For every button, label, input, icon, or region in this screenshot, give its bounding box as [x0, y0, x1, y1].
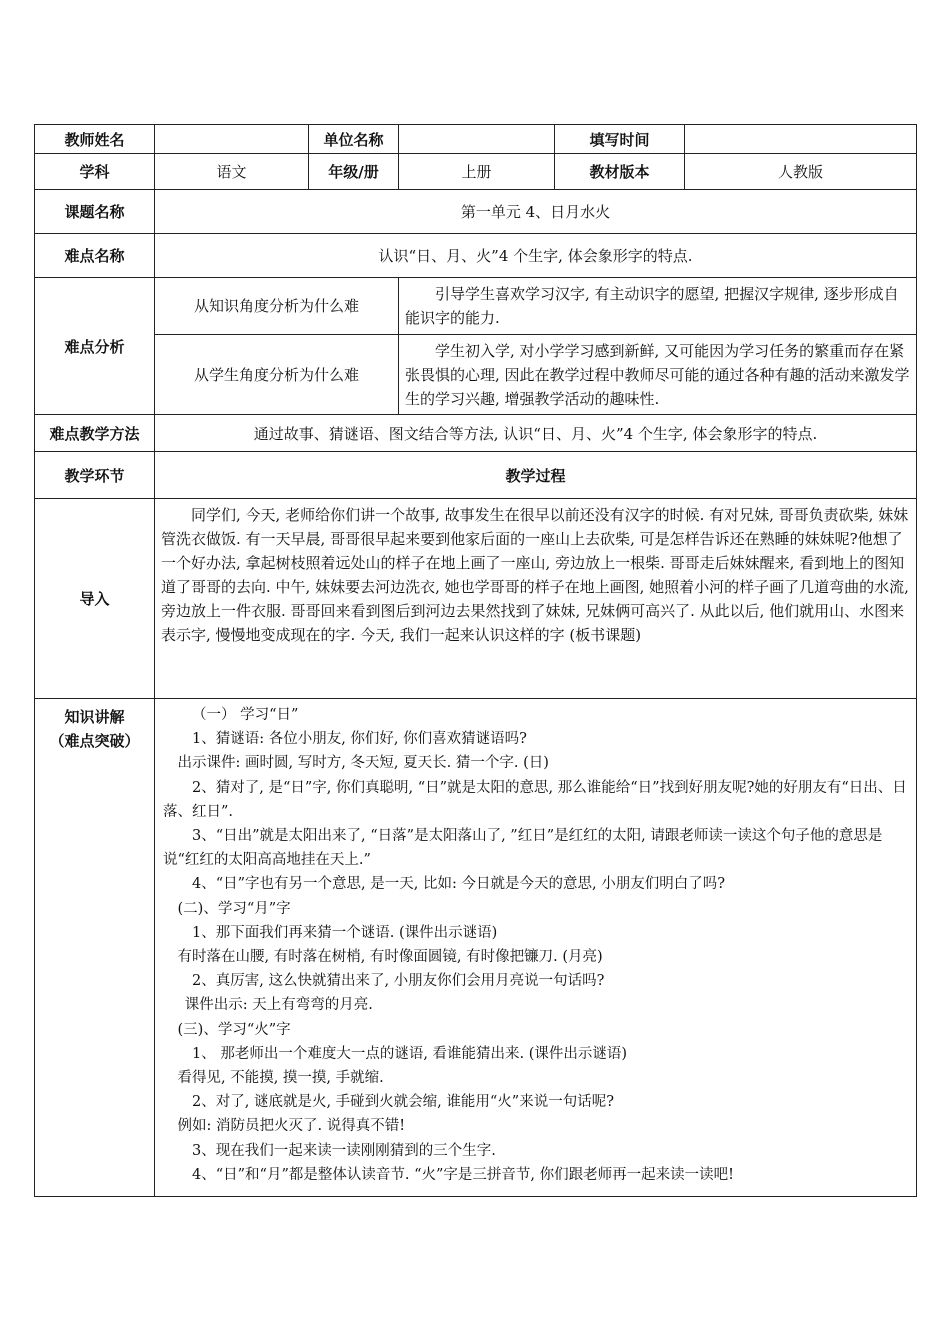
- intro-label: 导入: [35, 499, 155, 699]
- fill-time-value: [685, 125, 917, 154]
- knowledge-line: 有时落在山腰, 有时落在树梢, 有时像面圆镜, 有时像把镰刀. (月亮): [177, 949, 603, 966]
- row-process-header: [35, 452, 917, 499]
- knowledge-line: 3、现在我们一起来读一读刚刚猜到的三个生字.: [192, 1142, 496, 1159]
- student-angle-text: 学生初入学, 对小学学习感到新鲜, 又可能因为学习任务的繁重而存在紧张畏惧的心理, 因此在教学过程中教师尽可能的通过各种有趣的活动来激发学生的学习兴趣, 增强教学活动的趣味性.: [399, 335, 917, 415]
- knowledge-line: 4、“日”字也有另一个意思, 是一天, 比如: 今日就是今天的意思, 小朋友们明白了吗?: [192, 876, 725, 893]
- knowledge-line: 1、那下面我们再来猜一个谜语. (课件出示谜语): [192, 924, 498, 941]
- teacher-name-label: 教师姓名: [35, 125, 155, 154]
- knowledge-line: 2、对了, 谜底就是火, 手碰到火就会缩, 谁能用“火”来说一句话呢?: [192, 1094, 614, 1111]
- topic-value: 第一单元 4、日月水火: [155, 190, 917, 234]
- knowledge-line: (二)、学习“月”字: [177, 900, 291, 917]
- fill-time-label: 填写时间: [555, 125, 685, 154]
- knowledge-line: 1、 那老师出一个难度大一点的谜语, 看谁能猜出来. (课件出示谜语): [192, 1045, 628, 1062]
- topic-label: 课题名称: [35, 190, 155, 234]
- unit-value: [399, 125, 555, 154]
- intro-text: 同学们, 今天, 老师给你们讲一个故事, 故事发生在很早以前还没有汉字的时候. 有对兄妹, 哥哥负责砍柴, 妹妹管洗衣做饭. 有一天早晨, 哥哥很早起来要到他家后面的一座山上去砍柴, 可是怎样告诉还在熟睡的妹妹呢?他想了一个好办法, 拿起树枝照着远处山的样子在地上画了一座山, 旁边放上一根柴. 哥哥走后妹妹醒来, 看到地上的图知道了哥哥的去向. 中午, 妹妹要去河边洗衣, 她也学哥哥的样子在地上画图, 她照着小河的样子画了几道弯曲的水流, 旁边放上一件衣服. 哥哥回来看到图后到河边去果然找到了妹妹, 兄妹俩可高兴了. 从此以后, 他们就用山、水图来表示字, 慢慢地变成现在的字. 今天, 我们一起来认识这样的字 (板书课题): [155, 499, 917, 699]
- subject-value: 语文: [155, 154, 309, 190]
- textbook-value: 人教版: [685, 154, 917, 190]
- row-method: [35, 415, 917, 452]
- row-knowledge: [35, 699, 917, 1197]
- row-topic: [35, 190, 917, 234]
- knowledge-angle-label: 从知识角度分析为什么难: [155, 278, 399, 335]
- student-angle-label: 从学生角度分析为什么难: [155, 335, 399, 415]
- grade-label: 年级/册: [309, 154, 399, 190]
- row-subject-info: [35, 154, 917, 190]
- knowledge-line: 4、“日”和“月”都是整体认读音节. “火”字是三拼音节, 你们跟老师再一起来读一读吧!: [192, 1166, 734, 1183]
- row-analysis-knowledge: [35, 278, 917, 335]
- knowledge-line: （一） 学习“日”: [192, 707, 299, 723]
- row-analysis-student: [35, 335, 917, 415]
- unit-label: 单位名称: [309, 125, 399, 154]
- method-label: 难点教学方法: [35, 415, 155, 452]
- row-teacher-info: [35, 125, 917, 154]
- row-difficulty: [35, 234, 917, 278]
- subject-label: 学科: [35, 154, 155, 190]
- method-value: 通过故事、猜谜语、图文结合等方法, 认识“日、月、火”4 个生字, 体会象形字的特点.: [155, 415, 917, 452]
- difficulty-label: 难点名称: [35, 234, 155, 278]
- analysis-label: 难点分析: [35, 278, 155, 415]
- knowledge-line: 3、“日出”就是太阳出来了, “日落”是太阳落山了, ”红日”是红红的太阳, 请跟老师读一读这个句子他的意思是说“红红的太阳高高地挂在天上.”: [163, 828, 883, 869]
- knowledge-line: (三)、学习“火”字: [177, 1021, 291, 1038]
- knowledge-line: 出示课件: 画时圆, 写时方, 冬天短, 夏天长. 猜一个字. (日): [177, 755, 549, 772]
- textbook-label: 教材版本: [555, 154, 685, 190]
- knowledge-line: 2、猜对了, 是“日”字, 你们真聪明, “日”就是太阳的意思, 那么谁能给“日”找到好朋友呢?她的好朋友有“日出、日落、红日”.: [163, 779, 907, 820]
- knowledge-line: 1、猜谜语: 各位小朋友, 你们好, 你们喜欢猜谜语吗?: [192, 731, 527, 748]
- knowledge-line: 例如: 消防员把火灭了. 说得真不错!: [177, 1118, 406, 1135]
- knowledge-content: [155, 699, 917, 1197]
- knowledge-line: 看得见, 不能摸, 摸一摸, 手就缩.: [177, 1070, 384, 1087]
- lesson-plan-form: [34, 124, 916, 1197]
- knowledge-label-cell: [35, 699, 155, 1197]
- knowledge-line: 2、真厉害, 这么快就猜出来了, 小朋友你们会用月亮说一句话吗?: [192, 973, 605, 990]
- knowledge-line: 课件出示: 天上有弯弯的月亮.: [184, 997, 373, 1014]
- lesson-plan-table: [34, 124, 917, 1197]
- stage-header: 教学环节: [35, 452, 155, 499]
- difficulty-value: 认识“日、月、火”4 个生字, 体会象形字的特点.: [155, 234, 917, 278]
- teacher-name-value: [155, 125, 309, 154]
- knowledge-label-line2: （难点突破）: [49, 732, 140, 750]
- grade-value: 上册: [399, 154, 555, 190]
- process-header: 教学过程: [155, 452, 917, 499]
- knowledge-label-line1: 知识讲解: [64, 708, 125, 726]
- row-intro: [35, 499, 917, 699]
- knowledge-angle-text: 引导学生喜欢学习汉字, 有主动识字的愿望, 把握汉字规律, 逐步形成自能识字的能力.: [399, 278, 917, 335]
